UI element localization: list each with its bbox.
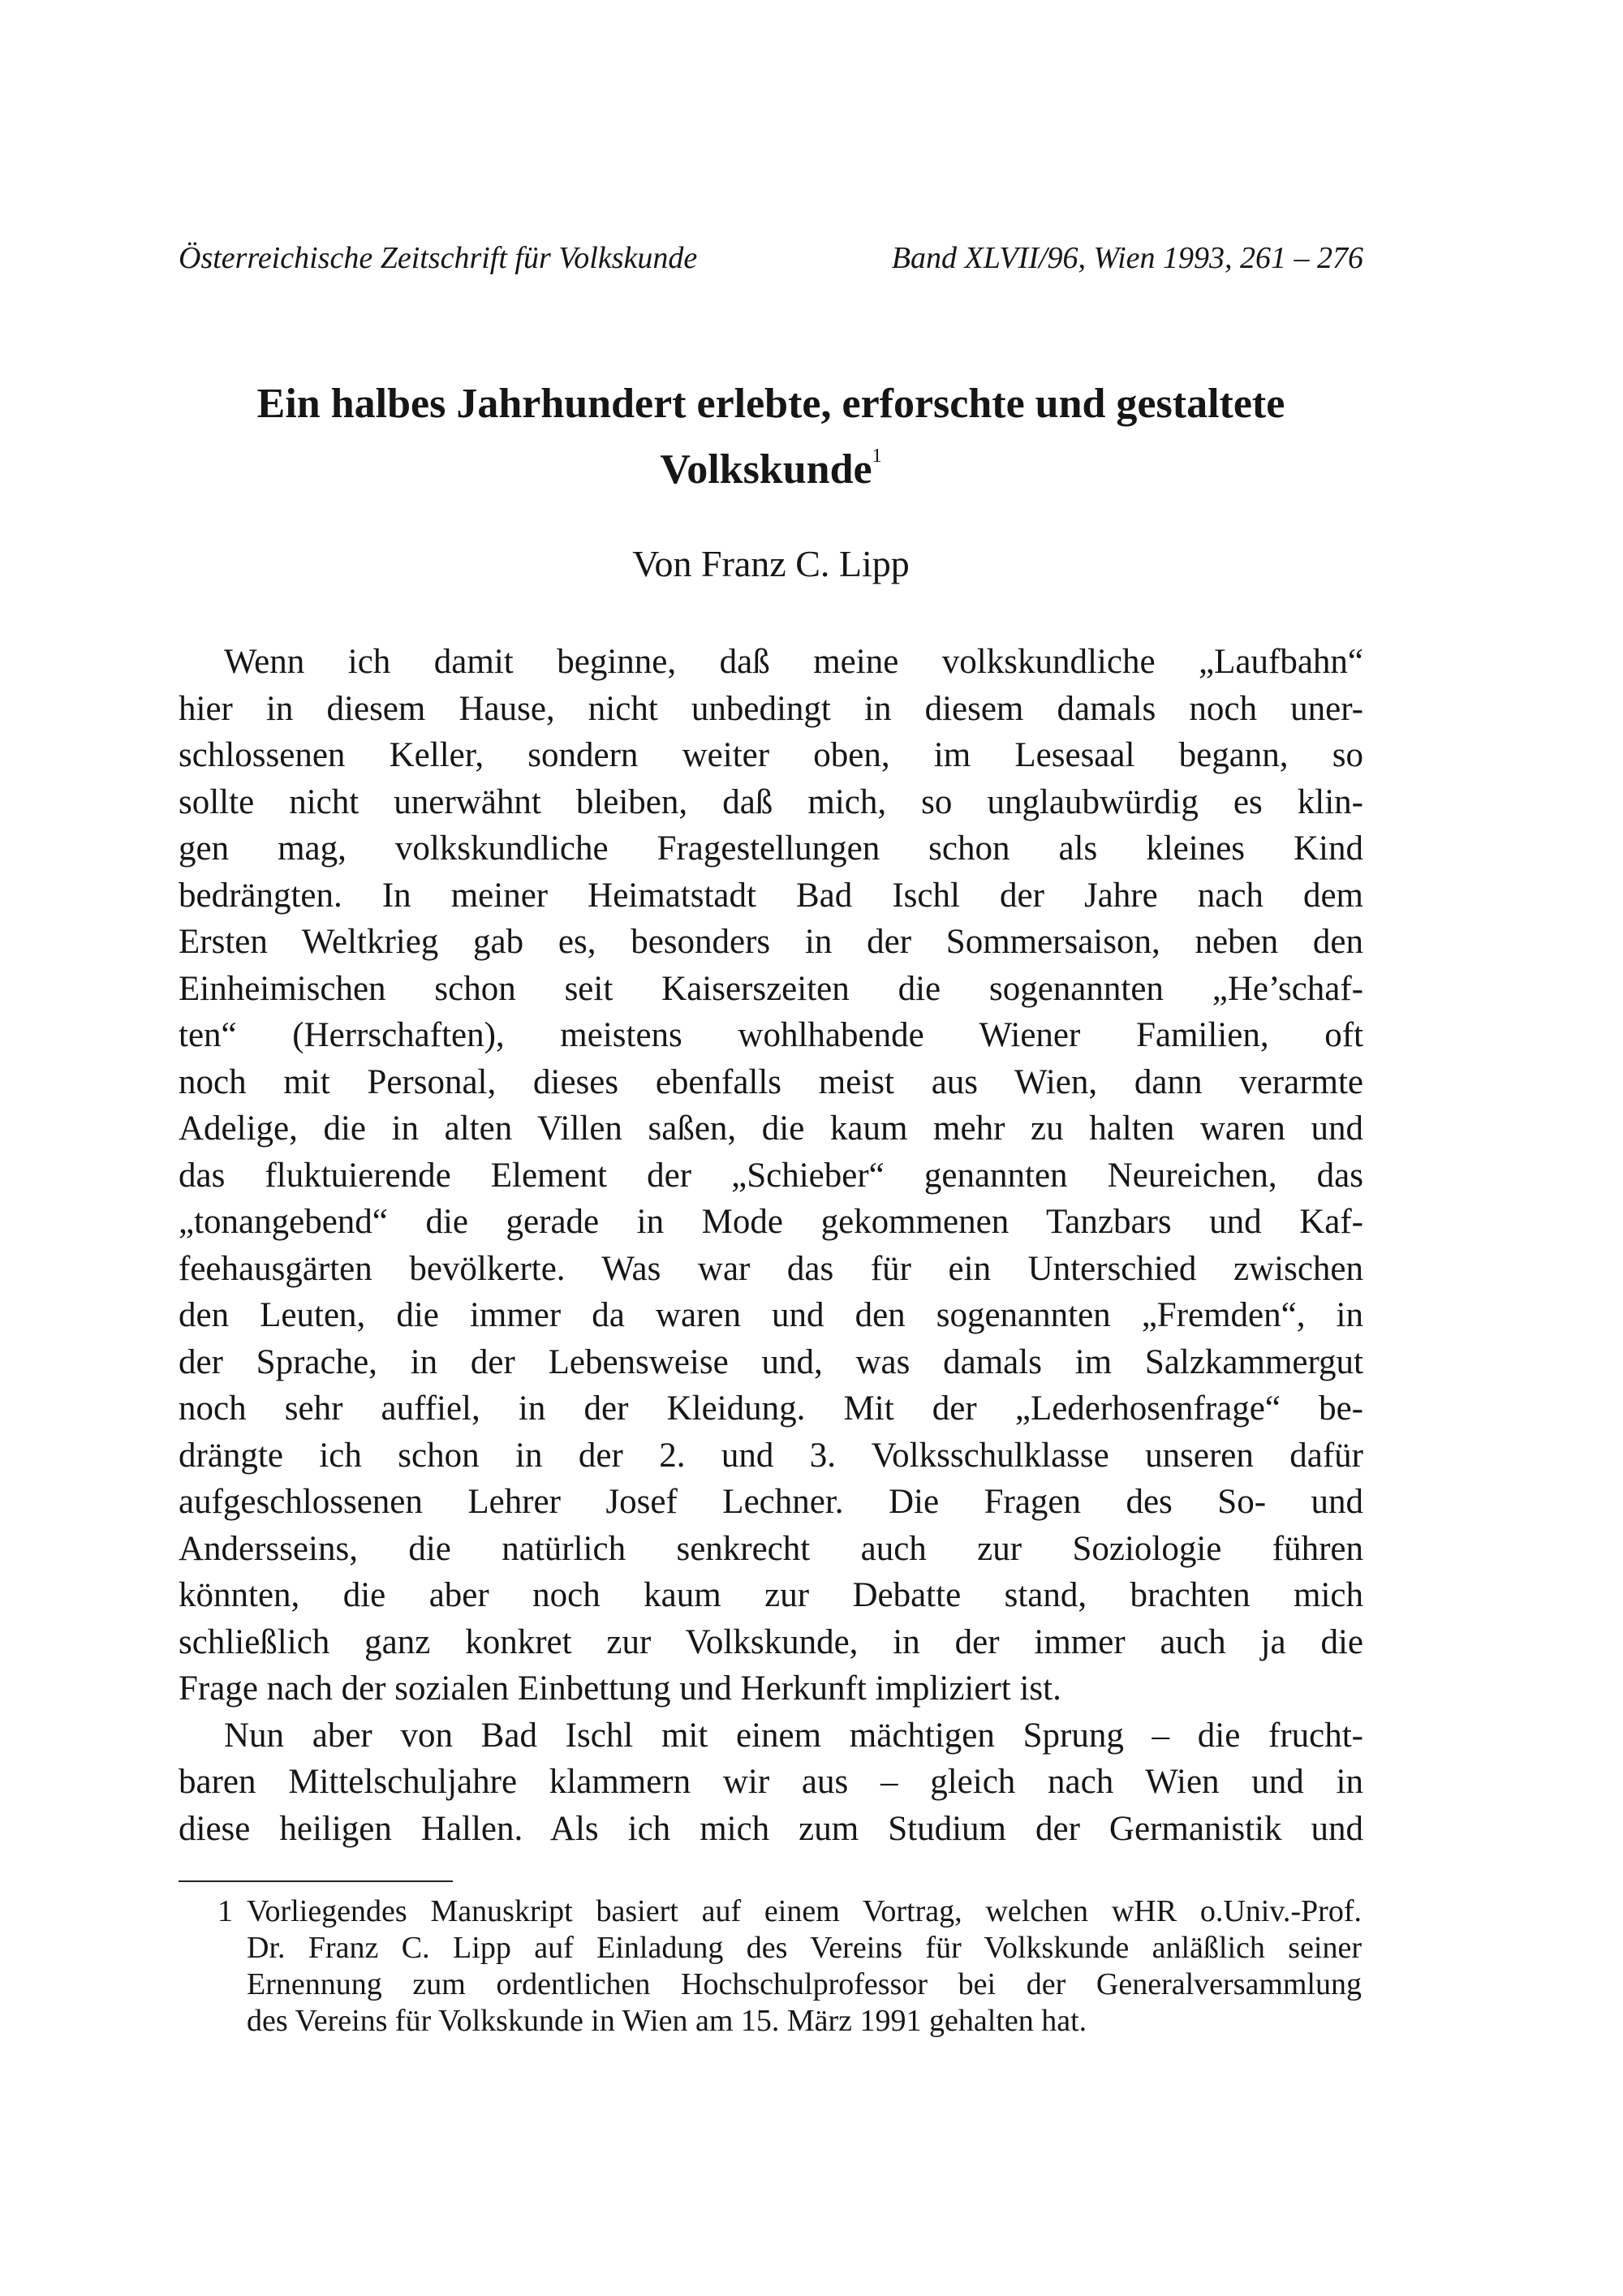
article-title bbox=[162, 377, 1380, 496]
text-line: gen mag, volkskundliche Fragestellungen schon als kleines Kind bbox=[179, 829, 1363, 868]
text-line: hier in diesem Hause, nicht unbedingt in diesem damals noch uner- bbox=[179, 689, 1363, 728]
text-line: Adelige, die in alten Villen saßen, die kaum mehr zu halten waren und bbox=[179, 1109, 1363, 1148]
text-line: Ersten Weltkrieg gab es, besonders in der Sommersaison, neben den bbox=[179, 923, 1363, 961]
title-line-1: Ein halbes Jahrhundert erlebte, erforschte und gestaltete bbox=[256, 381, 1285, 427]
text-line: Nun aber von Bad Ischl mit einem mächtigen Sprung – die frucht- bbox=[224, 1716, 1363, 1755]
footnote-number: 1 bbox=[217, 1894, 233, 1928]
text-line: Einheimischen schon seit Kaiserszeiten die sogenannten „He’schaf- bbox=[179, 969, 1363, 1008]
journal-name: Österreichische Zeitschrift für Volkskunde bbox=[179, 241, 698, 275]
volume-info: Band XLVII/96, Wien 1993, 261 – 276 bbox=[891, 241, 1363, 275]
text-line: ten“ (Herrschaften), meistens wohlhabende Wiener Familien, oft bbox=[179, 1016, 1363, 1054]
paragraph bbox=[179, 1712, 1363, 1853]
running-head bbox=[179, 240, 1363, 277]
text-line: schließlich ganz konkret zur Volkskunde, in der immer auch ja die bbox=[179, 1622, 1363, 1661]
footnote-line: des Vereins für Volkskunde in Wien am 15. März 1991 gehalten hat. bbox=[247, 2004, 1087, 2038]
text-line: noch sehr auffiel, in der Kleidung. Mit der „Lederhosenfrage“ be- bbox=[179, 1389, 1363, 1428]
author-byline: Von Franz C. Lipp bbox=[632, 543, 910, 584]
footnote bbox=[217, 1893, 1362, 2040]
title-line-2-text: Volkskunde bbox=[660, 446, 872, 493]
text-line: noch mit Personal, dieses ebenfalls meist aus Wien, dann verarmte bbox=[179, 1062, 1363, 1101]
footnote-text bbox=[247, 1893, 1362, 2040]
text-line: schlossenen Keller, sondern weiter oben, im Lesesaal begann, so bbox=[179, 736, 1363, 774]
text-line: baren Mittelschuljahre klammern wir aus – gleich nach Wien und in bbox=[179, 1763, 1363, 1801]
footnote-line: Ernennung zum ordentlichen Hochschulprofessor bei der Generalversammlung bbox=[247, 1967, 1362, 2001]
text-line: Andersseins, die natürlich senkrecht auch zur Soziologie führen bbox=[179, 1529, 1363, 1568]
text-line: der Sprache, in der Lebensweise und, was damals im Salzkammergut bbox=[179, 1342, 1363, 1381]
text-line: das fluktuierende Element der „Schieber“ genannten Neureichen, das bbox=[179, 1156, 1363, 1195]
title-line-2 bbox=[162, 430, 1380, 496]
text-line: „tonangebend“ die gerade in Mode gekommenen Tanzbars und Kaf- bbox=[179, 1203, 1363, 1241]
text-line: Frage nach der sozialen Einbettung und Herkunft impliziert ist. bbox=[179, 1669, 1061, 1708]
text-line: sollte nicht unerwähnt bleiben, daß mich, so unglaubwürdig es klin- bbox=[179, 782, 1363, 821]
text-line: Wenn ich damit beginne, daß meine volkskundliche „Laufbahn“ bbox=[224, 643, 1363, 681]
footnote-reference[interactable]: 1 bbox=[872, 446, 882, 467]
text-line: könnten, die aber noch kaum zur Debatte stand, brachten mich bbox=[179, 1576, 1363, 1614]
footnote-line: Dr. Franz C. Lipp auf Einladung des Vereins für Volkskunde anläßlich seiner bbox=[247, 1931, 1362, 1965]
text-line: diese heiligen Hallen. Als ich mich zum Studium der Germanistik und bbox=[179, 1809, 1363, 1848]
body-text bbox=[179, 639, 1363, 1852]
paragraph bbox=[179, 639, 1363, 1712]
text-line: bedrängten. In meiner Heimatstadt Bad Ischl der Jahre nach dem bbox=[179, 876, 1363, 915]
footnote-divider bbox=[179, 1880, 453, 1882]
text-line: den Leuten, die immer da waren und den sogenannten „Fremden“, in bbox=[179, 1296, 1363, 1334]
footnote-line: Vorliegendes Manuskript basiert auf einem Vortrag, welchen wHR o.Univ.-Prof. bbox=[247, 1894, 1362, 1928]
text-line: feehausgärten bevölkerte. Was war das für ein Unterschied zwischen bbox=[179, 1249, 1363, 1288]
text-line: aufgeschlossenen Lehrer Josef Lechner. Die Fragen des So- und bbox=[179, 1483, 1363, 1521]
text-line: drängte ich schon in der 2. und 3. Volksschulklasse unseren dafür bbox=[179, 1436, 1363, 1475]
